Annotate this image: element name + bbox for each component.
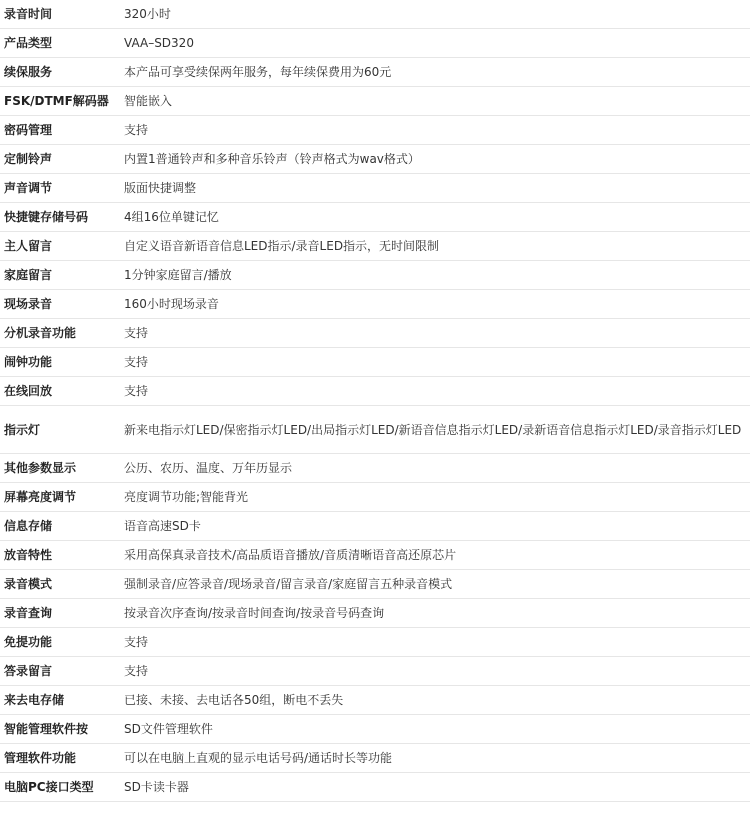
- spec-key: 快捷键存储号码: [0, 203, 120, 232]
- spec-key: 免提功能: [0, 628, 120, 657]
- spec-key: 主人留言: [0, 232, 120, 261]
- spec-value: 已接、未接、去电话各50组，断电不丢失: [120, 686, 750, 715]
- table-row: [0, 58, 750, 87]
- spec-value: 语音高速SD卡: [120, 512, 750, 541]
- spec-key: 其他参数显示: [0, 454, 120, 483]
- table-row: [0, 686, 750, 715]
- spec-key: 管理软件功能: [0, 744, 120, 773]
- table-row: [0, 541, 750, 570]
- table-row: [0, 570, 750, 599]
- spec-value: 采用高保真录音技术/高品质语音播放/音质清晰语音高还原芯片: [120, 541, 750, 570]
- table-row: [0, 657, 750, 686]
- spec-value: 支持: [120, 116, 750, 145]
- spec-value: 320小时: [120, 0, 750, 29]
- spec-value: 支持: [120, 348, 750, 377]
- table-row: [0, 145, 750, 174]
- spec-key: 录音查询: [0, 599, 120, 628]
- table-row: [0, 773, 750, 802]
- table-row: [0, 599, 750, 628]
- table-row: [0, 174, 750, 203]
- spec-value: 支持: [120, 319, 750, 348]
- spec-key: 录音时间: [0, 0, 120, 29]
- spec-value: 4组16位单键记忆: [120, 203, 750, 232]
- spec-key: 声音调节: [0, 174, 120, 203]
- spec-key: FSK/DTMF解码器: [0, 87, 120, 116]
- spec-key: 信息存储: [0, 512, 120, 541]
- spec-key: 闹钟功能: [0, 348, 120, 377]
- spec-value: 内置1普通铃声和多种音乐铃声（铃声格式为wav格式）: [120, 145, 750, 174]
- table-row: [0, 232, 750, 261]
- spec-value: SD文件管理软件: [120, 715, 750, 744]
- table-row: [0, 290, 750, 319]
- spec-value: 160小时现场录音: [120, 290, 750, 319]
- spec-key: 密码管理: [0, 116, 120, 145]
- spec-value: 支持: [120, 657, 750, 686]
- table-row: [0, 87, 750, 116]
- spec-value: SD卡读卡器: [120, 773, 750, 802]
- spec-value: 智能嵌入: [120, 87, 750, 116]
- spec-key: 指示灯: [0, 406, 120, 454]
- spec-key: 在线回放: [0, 377, 120, 406]
- spec-key: 放音特性: [0, 541, 120, 570]
- table-row: [0, 512, 750, 541]
- spec-value: 亮度调节功能;智能背光: [120, 483, 750, 512]
- spec-value: 新来电指示灯LED/保密指示灯LED/出局指示灯LED/新语音信息指示灯LED/录新语音信息指示灯LED/录音指示灯LED: [120, 406, 750, 454]
- spec-key: 录音模式: [0, 570, 120, 599]
- table-row: [0, 116, 750, 145]
- spec-key: 来去电存储: [0, 686, 120, 715]
- table-row: [0, 377, 750, 406]
- spec-value: 按录音次序查询/按录音时间查询/按录音号码查询: [120, 599, 750, 628]
- table-row: [0, 454, 750, 483]
- spec-value: 可以在电脑上直观的显示电话号码/通话时长等功能: [120, 744, 750, 773]
- table-row: [0, 628, 750, 657]
- table-row: [0, 0, 750, 29]
- spec-key: 答录留言: [0, 657, 120, 686]
- spec-key: 续保服务: [0, 58, 120, 87]
- table-row: [0, 348, 750, 377]
- spec-key: 电脑PC接口类型: [0, 773, 120, 802]
- table-row: [0, 715, 750, 744]
- spec-value: 公历、农历、温度、万年历显示: [120, 454, 750, 483]
- table-row: [0, 203, 750, 232]
- spec-value: 支持: [120, 628, 750, 657]
- table-row: [0, 29, 750, 58]
- spec-value: 自定义语音新语音信息LED指示/录音LED指示，无时间限制: [120, 232, 750, 261]
- spec-key: 屏幕亮度调节: [0, 483, 120, 512]
- table-row: [0, 319, 750, 348]
- spec-key: 定制铃声: [0, 145, 120, 174]
- spec-key: 现场录音: [0, 290, 120, 319]
- spec-value: VAA–SD320: [120, 29, 750, 58]
- table-row: [0, 406, 750, 454]
- spec-value: 1分钟家庭留言/播放: [120, 261, 750, 290]
- spec-key: 产品类型: [0, 29, 120, 58]
- spec-value: 支持: [120, 377, 750, 406]
- spec-key: 分机录音功能: [0, 319, 120, 348]
- spec-value: 强制录音/应答录音/现场录音/留言录音/家庭留言五种录音模式: [120, 570, 750, 599]
- table-row: [0, 261, 750, 290]
- spec-key: 智能管理软件按: [0, 715, 120, 744]
- table-row: [0, 483, 750, 512]
- spec-value: 本产品可享受续保两年服务，每年续保费用为60元: [120, 58, 750, 87]
- table-row: [0, 744, 750, 773]
- spec-key: 家庭留言: [0, 261, 120, 290]
- spec-value: 版面快捷调整: [120, 174, 750, 203]
